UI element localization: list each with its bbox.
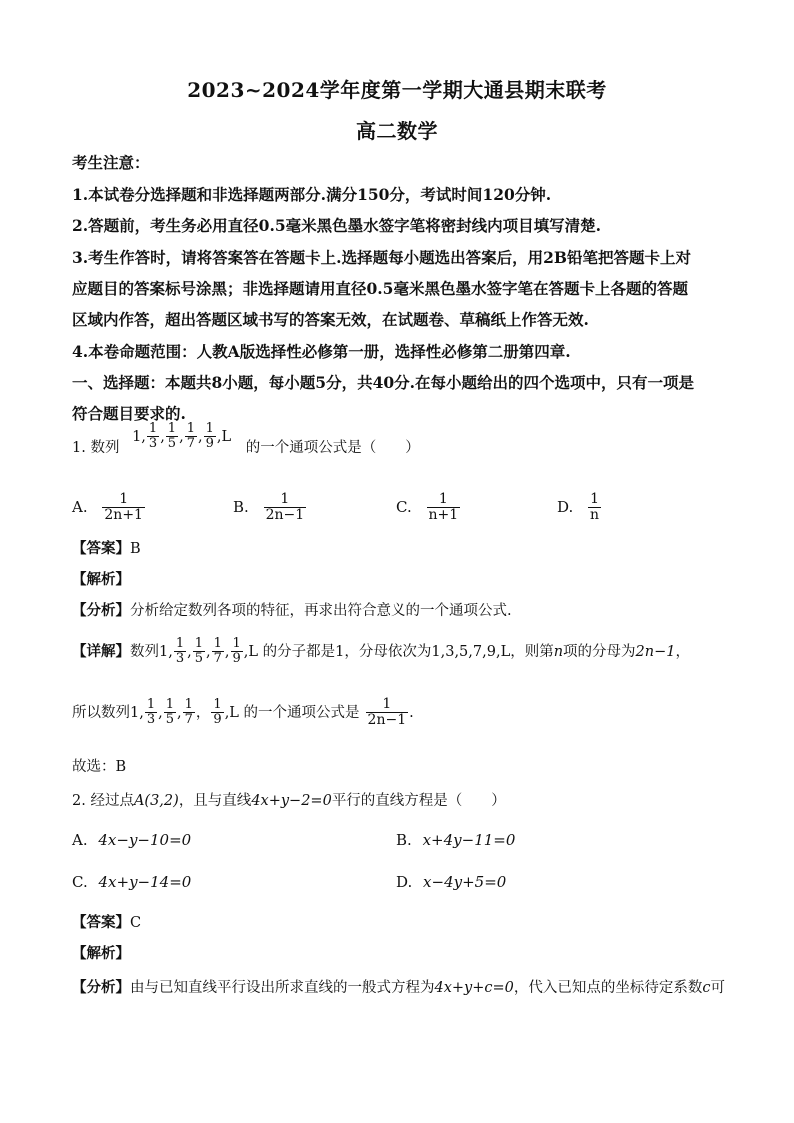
sequence-numerator: 1 — [148, 421, 158, 436]
sequence-numerator: 1 — [167, 421, 177, 436]
detail-denominator: 3 — [175, 651, 185, 667]
detail-text: ，则第 — [510, 643, 554, 660]
q2-option-b — [396, 831, 515, 849]
fenxi-text: 可 — [710, 980, 726, 996]
q2-point: A(3,2) — [133, 793, 179, 809]
answer-value: B — [130, 541, 141, 557]
q1-option-d — [557, 492, 602, 524]
detail-text: 项的分母为 — [563, 643, 636, 660]
fenxi-text: 由与已知直线平行设出所求直线的一般式方程为 — [130, 980, 435, 996]
q1-option-b — [233, 492, 307, 524]
answer-tag: 【答案】 — [72, 914, 130, 931]
detail-ellipsis: ,L — [243, 643, 259, 660]
option-denominator: 2n+1 — [104, 507, 143, 524]
detail-first-term: 1, — [159, 643, 173, 660]
detail-denominator: 9 — [232, 651, 241, 667]
fenxi-variable: c — [702, 980, 711, 996]
option-text: x−4y+5=0 — [423, 873, 507, 891]
question-1-stem — [72, 421, 420, 457]
detail-numerator: 1 — [194, 636, 204, 651]
sequence-denominator: 9 — [205, 436, 214, 452]
sequence-ellipsis: ,L — [216, 428, 232, 445]
detail-denominator: 7 — [213, 651, 222, 667]
q1-option-a — [72, 492, 146, 524]
fenxi-text: ，代入已知点的坐标待定系数 — [513, 980, 703, 996]
sequence-numerator: 1 — [186, 421, 195, 436]
so-text: 所以数列 — [72, 704, 130, 721]
notice-item-3-line-1: 3.考生作答时，请将答案答在答题卡上.选择题每小题选出答案后，用2B铅笔把答题卡上对 — [72, 248, 691, 267]
detail-denominator: 5 — [194, 651, 204, 667]
option-denominator: n — [590, 507, 600, 524]
fenxi-text: 分析给定数列各项的特征，再求出符合意义的一个通项公式. — [130, 603, 512, 619]
option-label: D. — [557, 497, 574, 516]
answer-tag: 【答案】 — [72, 540, 130, 557]
fenxi-equation: 4x+y+c=0 — [434, 980, 514, 996]
detail-n: n — [553, 643, 564, 660]
option-text: 4x−y−10=0 — [98, 831, 192, 849]
so-denominator: 7 — [184, 712, 193, 728]
so-denominator: 5 — [165, 712, 175, 728]
q1-detail: 【详解】数列1, $\frac{1}{3}$ , $\frac{1}{5}$ , $\frac{1}{7}$ , $\frac{1}{9}$ ,L 的分子都是1，分母依次为1,3,5,7,9,L，则第n项的分母为2n−1， — [72, 636, 690, 667]
q2-prefix: 2. 经过点 — [72, 793, 134, 809]
detail-denoms: 1,3,5,7,9,L — [431, 643, 511, 660]
option-numerator: 1 — [438, 491, 448, 507]
detail-text: 的分子都是1，分母依次为 — [262, 643, 432, 660]
fenxi-tag: 【分析】 — [72, 602, 130, 619]
q2-answer — [72, 911, 141, 932]
notice-item-3-line-3: 区域内作答，超出答题区域书写的答案无效，在试题卷、草稿纸上作答无效. — [72, 310, 589, 329]
q2-analysis-tag: 【解析】 — [72, 945, 130, 962]
question-1-sequence: 1, $\frac{1}{3}$ , $\frac{1}{5}$ , $\frac{1}{7}$ , $\frac{1}{9}$ ,L — [132, 421, 232, 452]
section-1-line-1: 一、选择题：本题共8小题，每小题5分，共40分.在每小题给出的四个选项中，只有一项是 — [72, 373, 695, 392]
sequence-first-term: 1, — [132, 428, 146, 445]
so-denominator: 3 — [146, 712, 156, 728]
notice-heading: 考生注意： — [72, 153, 150, 172]
so-result-denominator: 2n−1 — [367, 712, 407, 729]
answer-value: C — [130, 915, 142, 931]
so-first-term: 1, — [130, 704, 144, 721]
so-numerator: 1 — [146, 697, 156, 713]
so-numerator: 1 — [184, 697, 193, 713]
so-numerator: 1 — [213, 697, 222, 713]
option-label: D. — [396, 873, 413, 891]
option-text: 4x+y−14=0 — [98, 873, 192, 891]
option-numerator: 1 — [119, 491, 129, 507]
so-ellipsis: ,L — [224, 704, 239, 721]
so-result-numerator: 1 — [382, 696, 392, 712]
q2-suffix: 平行的直线方程是（ ） — [331, 793, 506, 809]
notice-item-2: 2.答题前，考生务必用直径0.5毫米黑色墨水签字笔将密封线内项目填写清楚. — [72, 216, 602, 235]
q1-conclusion: 故选：B — [72, 759, 127, 775]
option-denominator: n+1 — [428, 507, 459, 524]
so-text: 的一个通项公式是 — [243, 704, 360, 721]
q1-fenxi — [72, 599, 512, 620]
detail-formula: 2n−1 — [635, 643, 676, 660]
sequence-denominator: 7 — [186, 436, 195, 452]
sequence-numerator: 1 — [205, 421, 214, 436]
option-label: B. — [396, 831, 412, 849]
q2-line-equation: 4x+y−2=0 — [251, 793, 332, 809]
exam-subtitle: 高二数学 — [356, 119, 438, 143]
sequence-denominator: 3 — [148, 436, 158, 452]
detail-text: 数列 — [130, 643, 159, 660]
q2-option-a — [72, 831, 191, 849]
q1-analysis-tag: 【解析】 — [72, 571, 130, 588]
notice-item-1: 1.本试卷分选择题和非选择题两部分.满分150分，考试时间120分钟. — [72, 185, 552, 204]
option-label: B. — [233, 497, 249, 516]
so-end: . — [409, 704, 414, 721]
detail-numerator: 1 — [213, 636, 222, 651]
option-numerator: 1 — [280, 491, 290, 507]
notice-item-4: 4.本卷命题范围：人教A版选择性必修第一册，选择性必修第二册第四章. — [72, 342, 571, 361]
option-denominator: 2n−1 — [265, 507, 305, 524]
option-label: C. — [72, 873, 88, 891]
question-1-prefix: 1. 数列 — [72, 440, 120, 456]
option-label: C. — [396, 497, 412, 516]
section-1-line-2: 符合题目要求的. — [72, 404, 186, 423]
q1-answer — [72, 537, 141, 558]
detail-numerator: 1 — [175, 636, 185, 651]
detail-tag: 【详解】 — [72, 642, 130, 660]
q2-text: ，且与直线 — [178, 793, 252, 809]
fenxi-tag: 【分析】 — [72, 979, 130, 996]
exam-title: 2023~2024学年度第一学期大通县期末联考 — [187, 78, 607, 102]
option-numerator: 1 — [590, 491, 600, 507]
question-2-stem — [72, 789, 506, 810]
option-label: A. — [72, 497, 88, 516]
detail-text: ， — [675, 643, 690, 660]
q2-option-c — [72, 873, 191, 891]
notice-item-3-line-2: 应题目的答案标号涂黑；非选择题请用直径0.5毫米黑色墨水签字笔在答题卡上各题的答题 — [72, 279, 688, 298]
q2-option-d — [396, 873, 506, 891]
q2-fenxi — [72, 976, 725, 997]
so-numerator: 1 — [165, 697, 175, 713]
so-denominator: 9 — [213, 712, 222, 728]
sequence-denominator: 5 — [167, 436, 177, 452]
option-label: A. — [72, 831, 88, 849]
detail-numerator: 1 — [232, 636, 241, 651]
question-1-suffix: 的一个通项公式是（ ） — [245, 440, 420, 456]
q1-so: 所以数列1, $\frac{1}{3}$ , $\frac{1}{5}$ , $\frac{1}{7}$ ， $\frac{1}{9}$ ,L 的一个通项公式是 $\frac{1}{2n-1}$ . — [72, 696, 414, 729]
q1-option-c — [396, 492, 461, 524]
option-text: x+4y−11=0 — [422, 831, 516, 849]
